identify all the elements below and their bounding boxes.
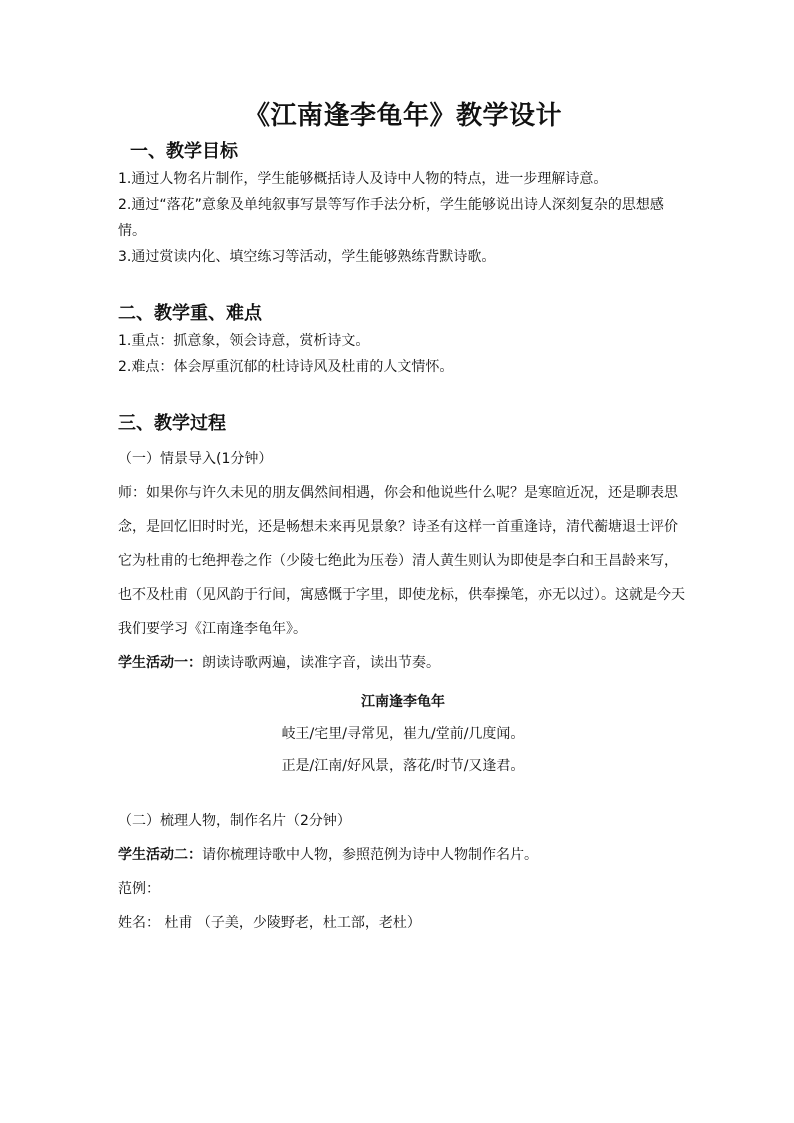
- key-point-item-1: 1.重点：抓意象，领会诗意，赏析诗文。: [118, 333, 370, 349]
- document-title: 《江南逢李龟年》教学设计: [243, 101, 562, 131]
- name-card-line: 姓名： 杜甫 （子美，少陵野老，杜工部，老杜）: [118, 915, 421, 931]
- key-point-item-2: 2.难点：体会厚重沉郁的杜诗诗风及杜甫的人文情怀。: [118, 359, 454, 375]
- objective-item-1: 1.通过人物名片制作，学生能够概括诗人及诗中人物的特点，进一步理解诗意。: [118, 171, 608, 187]
- spacer: [118, 782, 688, 804]
- poem-line-1: 岐王/宅里/寻常见，崔九/堂前/几度闻。: [281, 726, 525, 742]
- spacer: [118, 270, 688, 300]
- section-heading-key-points: 二、教学重、难点: [118, 303, 262, 324]
- student-activity-2: [118, 838, 688, 872]
- poem-title: 江南逢李龟年: [361, 694, 445, 710]
- activity-1-label: 学生活动一：: [118, 655, 202, 671]
- spacer: [118, 380, 688, 410]
- section-heading-objectives: 一、教学目标: [130, 141, 238, 162]
- example-label: 范例：: [118, 881, 160, 897]
- objective-item-3: 3.通过赏读内化、填空练习等活动，学生能够熟练背默诗歌。: [118, 249, 496, 265]
- teacher-paragraph: 师：如果你与许久未见的朋友偶然间相遇，你会和他说些什么呢？是寒暄近况，还是聊表思念，是回忆旧时时光，还是畅想未来再见景象？诗圣有这样一首重逢诗，清代蘅塘退士评价它为杜甫的七绝押卷之作（少陵七绝此为压卷）清人黄生则认为即使是李白和王昌龄来写，也不及杜甫（见风韵于行间，寓感慨于字里，即使龙标，供奉操笔，亦无以过）。这就是今天我们要学习《江南逢李龟年》。: [118, 485, 685, 637]
- objective-item-2: 2.通过“落花”意象及单纯叙事写景等写作手法分析，学生能够说出诗人深刻复杂的思想感情。: [118, 197, 664, 239]
- section-heading-process: 三、教学过程: [118, 413, 226, 434]
- document-page: [118, 96, 688, 940]
- activity-2-text: 请你梳理诗歌中人物，参照范例为诗中人物制作名片。: [202, 847, 538, 863]
- student-activity-1: [118, 646, 688, 680]
- activity-2-label: 学生活动二：: [118, 847, 202, 863]
- step-heading-2: （二）梳理人物，制作名片（2分钟）: [118, 813, 351, 829]
- activity-1-text: 朗读诗歌两遍，读准字音，读出节奏。: [202, 655, 440, 671]
- poem-line-2: 正是/江南/好风景，落花/时节/又逢君。: [281, 758, 525, 774]
- step-heading-1: （一）情景导入(1分钟）: [118, 451, 273, 467]
